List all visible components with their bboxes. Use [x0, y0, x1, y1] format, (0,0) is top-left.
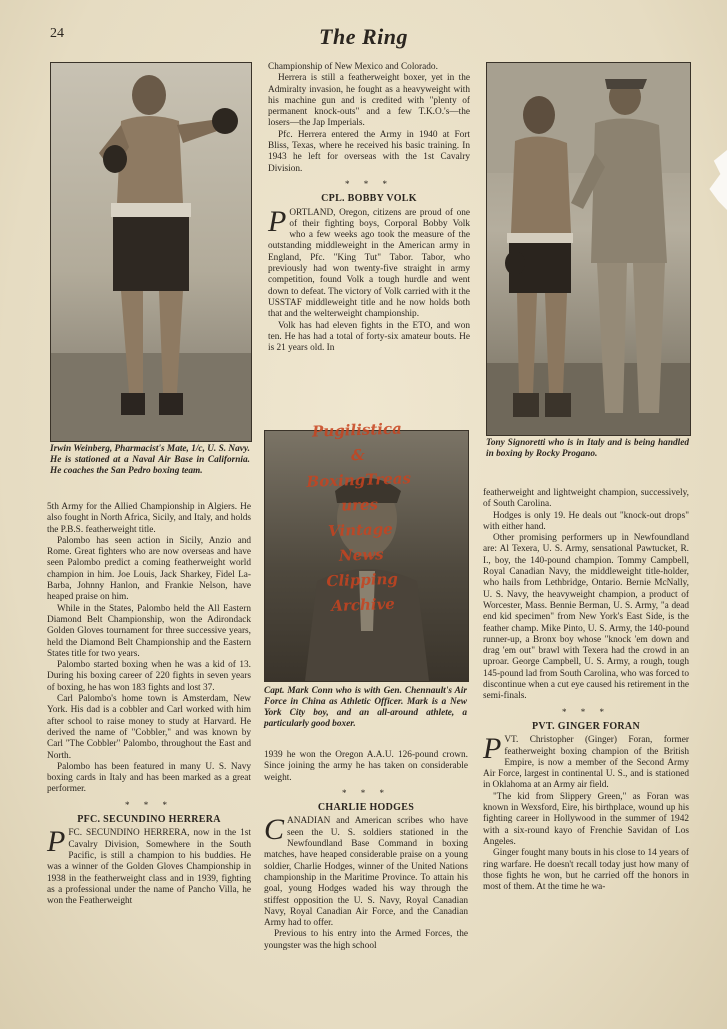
caption-conn: Capt. Mark Conn who is with Gen. Chennault's Air Force in China as Athletic Officer. Mark is a New York City boy, and an all-around athlete, a particularly good boxer.	[264, 686, 467, 729]
article-paragraph: featherweight and lightweight champion, successively, of South Carolina.	[483, 488, 689, 510]
article-lead: ANADIAN and American scribes who have seen the U. S. soldiers stationed in the Newfoundland Base Command in boxing matches, have heaped considerable praise on a young soldier, Charlie Hodges, winner of the United Nations championship in the Maritime Province. To attain his goal, young Hodges waded his way through the stiffest opposition the U. S. Navy, Royal Canadian Navy, Royal Canadian Air Force, and the Canadian Army had to offer.	[264, 816, 468, 929]
article-paragraph: Other promising performers up in Newfoundland are: Al Texera, U. S. Army, sensational Pawtucket, R. I., boy, the 140-pound champion. Tommy Campbell, Royal Canadian Navy, the middleweight title-holder, who hails from Lethbridge, Ontario. Bernie McNally, U. S. Navy, the heavyweight champion, a product of Worcester, Mass. Bennie Berman, U. S. Army, "a dead end kid specimen" from New York's East Side, is the feather champ. Mike Pinto, U. S. Army, the 140-pound runner-up, a Bronx boy whose "knock 'em down and drag 'em out" brawl with Texera had the crowd in an uproar. George Campbell, U. S. Army, a rough, tough 145-pound lad from South Carolina, who was forced to discontinue when a cut eye caused his retirement in the semi-finals.	[483, 533, 689, 702]
article-paragraph: Hodges is only 19. He deals out "knock-out drops" with either hand.	[483, 510, 689, 532]
article-paragraph: Carl Palombo's home town is Amsterdam, New York. His dad is a cobbler and Carl worked with him after school to raise money to study at Harvard. He derived the name of "Cobbler," and was known by Carl "The Cobbler" Palombo, throughout the East and North.	[47, 694, 251, 761]
torn-corner	[705, 150, 727, 210]
article-paragraph: Ginger fought many bouts in his close to 14 years of ring warfare. He doesn't recall today just how many of those fights he won, but he carried off the honors in most of them. At the time he wa-	[483, 848, 689, 893]
article-paragraph: Pfc. Herrera entered the Army in 1940 at Fort Bliss, Texas, where he received his basic training. In 1943 he left for overseas with the 1st Cavalry Division.	[268, 129, 470, 174]
photo-signoretti	[486, 62, 691, 436]
section-heading: CPL. BOBBY VOLK	[321, 193, 417, 205]
article-lead: ORTLAND, Oregon, citizens are proud of one of their fighting boys, Corporal Bobby Volk who a few weeks ago took the measure of the outstanding middleweight in the American army in England, Pfc. "King Tut" Tabor. Tabor, who previously had won twenty-five straight in army competition, found Volk a tough hurdle and went down to defeat. The victory of Volk carried with it the USSTAF middleweight title and he now holds both that and the welterweight championship.	[268, 207, 470, 320]
article-paragraph: "The kid from Slippery Green," as Foran was known in Wexsford, Eire, his birthplace, wound up his fighting career in Hollywood in the summer of 1942 with a six-round kayo of Frenchie Savidan of Los Angeles.	[483, 791, 689, 847]
section-heading: PVT. GINGER FORAN	[532, 720, 640, 732]
drop-cap: C	[264, 813, 285, 847]
drop-cap: P	[483, 732, 502, 766]
article-paragraph: Palombo has been featured in many U. S. Navy boxing cards in Italy and has been marked as a great performer.	[47, 761, 251, 795]
watermark-line: News	[338, 545, 384, 565]
section-divider: * * *	[342, 787, 390, 798]
column-right	[483, 488, 689, 893]
caption-weinberg: Irwin Weinberg, Pharmacist's Mate, 1/c, U. S. Navy. He is stationed at a Naval Air Base in California. He coaches the San Pedro boxing team.	[50, 444, 250, 476]
archive-watermark	[297, 416, 424, 620]
section-divider: * * *	[562, 706, 610, 717]
article-paragraph: 5th Army for the Allied Championship in Algiers. He also fought in North Africa, Sicily, and Italy, and holds the P.B.S. featherweight title.	[47, 502, 251, 535]
watermark-line: Archive	[330, 594, 396, 616]
section-divider: * * *	[125, 799, 173, 810]
boxer-and-officer-illustration	[487, 63, 690, 435]
article-paragraph: 1939 he won the Oregon A.A.U. 126-pound crown. Since joining the army he has taken on considerable weight.	[264, 750, 468, 783]
article-lead: VT. Christopher (Ginger) Foran, former featherweight boxing champion of the British Empire, is now a member of the Second Army Air Force, largest in continental U. S., and is stationed in Oklahoma at an Army air field.	[483, 735, 689, 791]
drop-cap: P	[47, 825, 66, 859]
watermark-line: Vintage	[327, 519, 394, 541]
photo-weinberg	[50, 62, 252, 442]
watermark-line: Pugilistica	[311, 419, 403, 441]
boxer-figure-illustration	[51, 63, 251, 441]
magazine-title: The Ring	[319, 24, 408, 49]
watermark-line: Clipping	[326, 569, 399, 591]
article-paragraph: Herrera is still a featherweight boxer, yet in the Admiralty invasion, he fought as a heavyweight with his machine gun and is credited with "plenty of permanent knock-outs" and a few T.K.O.'s—the losers—the Jap Imperials.	[268, 73, 470, 129]
page-number: 24	[50, 26, 64, 41]
article-paragraph: Palombo started boxing when he was a kid of 13. During his boxing career of 220 fights in seven years of boxing, he has won 183 fights and lost 37.	[47, 660, 251, 693]
section-heading: CHARLIE HODGES	[317, 802, 415, 814]
section-heading: PFC. SECUNDINO HERRERA	[77, 814, 221, 826]
drop-cap: P	[268, 204, 287, 238]
column-left	[47, 502, 251, 907]
article-lead: FC. SECUNDINO HERRERA, now in the 1st Cavalry Division, Somewhere in the South Pacific, is still a champion to his buddies. He was a winner of the Golden Gloves Championship in 1938 in the featherweight class and in 1939, fighting as a professional under the name of Pancho Villa, he won the Featherweight	[47, 828, 251, 907]
column-middle-top	[268, 62, 470, 354]
watermark-line: ures	[340, 495, 379, 515]
watermark-line: BoxingTreas	[306, 469, 412, 491]
article-paragraph: Palombo has seen action in Sicily, Anzio and Rome. Great fighters who are now overseas and have seen Palombo predict a coming featherweight world champion in him. Joe Louis, Jack Sharkey, Fidel La-Barba, Johnny Hanlon, and Frankie Nelson, have heaped praise on him.	[47, 535, 251, 603]
article-paragraph: Previous to his entry into the Armed Forces, the youngster was the high school	[264, 929, 468, 951]
section-divider: * * *	[345, 178, 393, 189]
watermark-line: &	[350, 445, 365, 465]
column-middle-bottom	[264, 750, 468, 952]
article-paragraph: Championship of New Mexico and Colorado.	[268, 62, 438, 72]
caption-signoretti: Tony Signoretti who is in Italy and is being handled in boxing by Rocky Progano.	[486, 438, 689, 459]
article-paragraph: While in the States, Palombo held the All Eastern Diamond Belt Championship, won the Adirondack Golden Gloves tournament for three successive years, held the Diamond Belt Championship and the Eastern States title for two years.	[47, 603, 251, 659]
article-paragraph: Volk has had eleven fights in the ETO, and won ten. He has had a total of forty-six amateur bouts. He is 21 years old. In	[268, 320, 470, 354]
